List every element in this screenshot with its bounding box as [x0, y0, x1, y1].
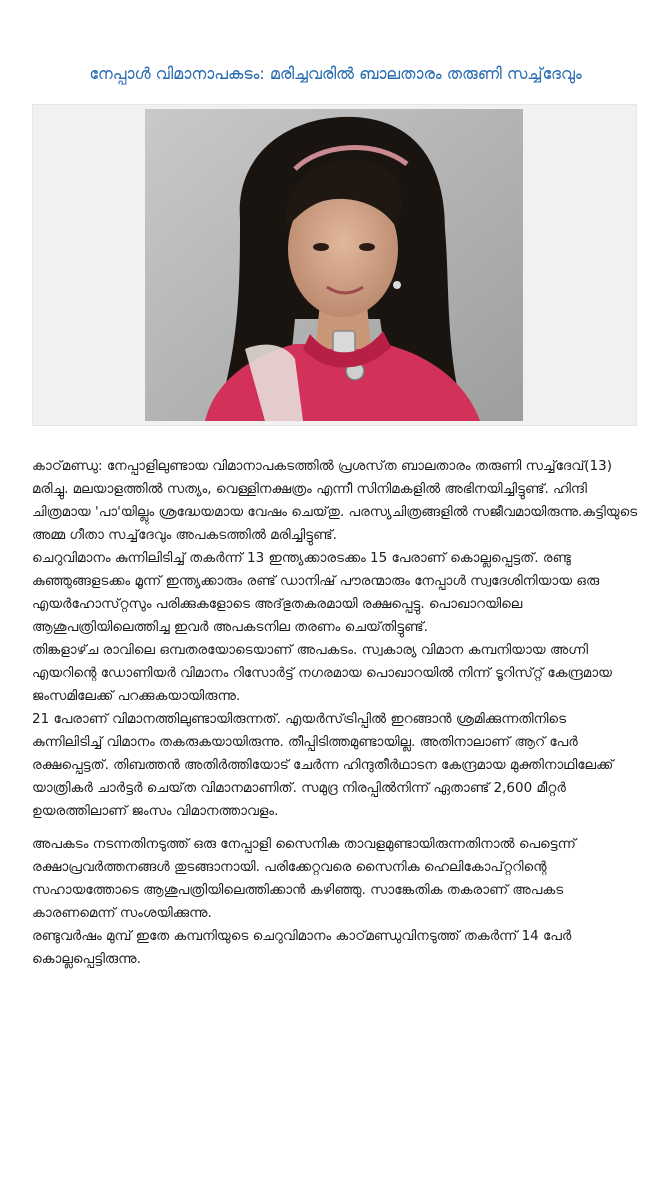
paragraph-flight: തിങ്കളാഴ്‌ച രാവിലെ ഒമ്പതരയോടെയാണ്‌ അപകടം. സ്വകാര്യ വിമാന കമ്പനിയായ അഗ്നി എയറിന്റെ ഡോണിയര്‍ വിമാനം റിസോര്‍ട്ട്‌ നഗരമായ പൊഖാറയില്‍ നിന്ന്‌ ടൂറിസ്‌റ്റ്‌ കേന്ദ്രമായ ജംസമിലേക്ക്‌ പറക്കുകയായിരുന്നു. [32, 642, 612, 704]
article-body [32, 455, 638, 971]
photo-frame [32, 104, 637, 426]
paragraph-passengers: 21 പേരാണ്‌ വിമാനത്തിലുണ്ടായിരുന്നത്‌. എയര്‍സ്‌ട്രിപ്പില്‍ ഇറങ്ങാന്‍ ശ്രമിക്കുന്നതിനിടെ കുന്നിലിടിച്ച്‌ വിമാനം തകരുകയായിരുന്നു. തീപ്പിടിത്തമുണ്ടായില്ല. അതിനാലാണ്‌ ആറ്‌ പേര്‍ രക്ഷപ്പെട്ടത്‌. തിബത്തന്‍ അതിര്‍ത്തിയോട്‌ ചേര്‍ന്ന ഹിന്ദുതീര്‍ഥാടന കേന്ദ്രമായ മുക്തിനാഥിലേക്ക്‌ യാത്രികര്‍ ചാര്‍ട്ടര്‍ ചെയ്‌ത വിമാനമാണിത്‌. സമുദ്ര നിരപ്പില്‍നിന്ന്‌ ഏതാണ്ട്‌ 2,600 മീറ്റര്‍ ഉയരത്തിലാണ്‌ ജംസം വിമാനത്താവളം. [32, 711, 614, 819]
article-title: നേപ്പാള്‍ വിമാനാപകടം: മരിച്ചവരില്‍ ബാലതാരം തരുണി സച്ച്‌ദേവും [89, 64, 582, 83]
paragraph-history: രണ്ടുവര്‍ഷം മുമ്പ്‌ ഇതേ കമ്പനിയുടെ ചെറുവിമാനം കാഠ്‌മണ്ഡുവിനടുത്ത്‌ തകര്‍ന്ന്‌ 14 പേര്‍ കൊല്ലപ്പെട്ടിരുന്നു. [32, 928, 572, 967]
paragraph-rescue: അപകടം നടന്നതിനടുത്ത്‌ ഒരു നേപ്പാളി സൈനിക താവളമുണ്ടായിരുന്നതിനാല്‍ പെട്ടെന്ന്‌ രക്ഷാപ്രവര്‍ത്തനങ്ങള്‍ തുടങ്ങാനായി. പരിക്കേറ്റവരെ സൈനിക ഹെലികോപ്‌റ്ററിന്റെ സഹായത്തോടെ ആശുപത്രിയിലെത്തിക്കാന്‍ കഴിഞ്ഞു. സാങ്കേതിക തകരാണ്‌ അപകട കാരണമെന്ന്‌ സംശയിക്കുന്നു. [32, 836, 576, 921]
portrait-photo [145, 109, 523, 421]
paragraph-crash: ചെറുവിമാനം കുന്നിലിടിച്ച്‌ തകര്‍ന്ന്‌ 13 ഇന്ത്യക്കാരടക്കം 15 പേരാണ്‌ കൊല്ലപ്പെട്ടത്‌. രണ്ടു കുഞ്ഞുങ്ങളടക്കം മൂന്ന്‌ ഇന്ത്യക്കാരും രണ്ട്‌ ഡാനിഷ്‌ പൗരന്മാരും നേപ്പാള്‍ സ്വദേശിനിയായ ഒരു എയര്‍ഹോസ്‌റ്റസും പരിക്കുകളോടെ അദ്‌ഭുതകരമായി രക്ഷപ്പെട്ടു. പൊഖാറയിലെ ആശുപത്രിയിലെത്തിച്ച ഇവര്‍ അപകടനില തരണം ചെയ്‌തിട്ടുണ്ട്‌. [32, 550, 600, 635]
paragraph-intro: കാഠ്‌മണ്ഡു: നേപ്പാളിലുണ്ടായ വിമാനാപകടത്തില്‍ പ്രശസ്‌ത ബാലതാരം തരുണി സച്ച്‌ദേവ്‌(13) മരിച്ചു. മലയാളത്തില്‍ സത്യം, വെള്ളിനക്ഷത്രം എന്നീ സിനിമകളില്‍ അഭിനയിച്ചിട്ടുണ്ട്‌. ഹിന്ദി ചിത്രമായ 'പാ'യില്ലും ശ്രദ്ധേയമായ വേഷം ചെയ്‌തു. പരസ്യചിത്രങ്ങളില്‍ സജീവമായിരുന്നു.കുട്ടിയുടെ അമ്മ ഗീതാ സച്ച്‌ദേവും അപകടത്തില്‍ മരിച്ചിട്ടുണ്ട്‌. [32, 458, 638, 543]
